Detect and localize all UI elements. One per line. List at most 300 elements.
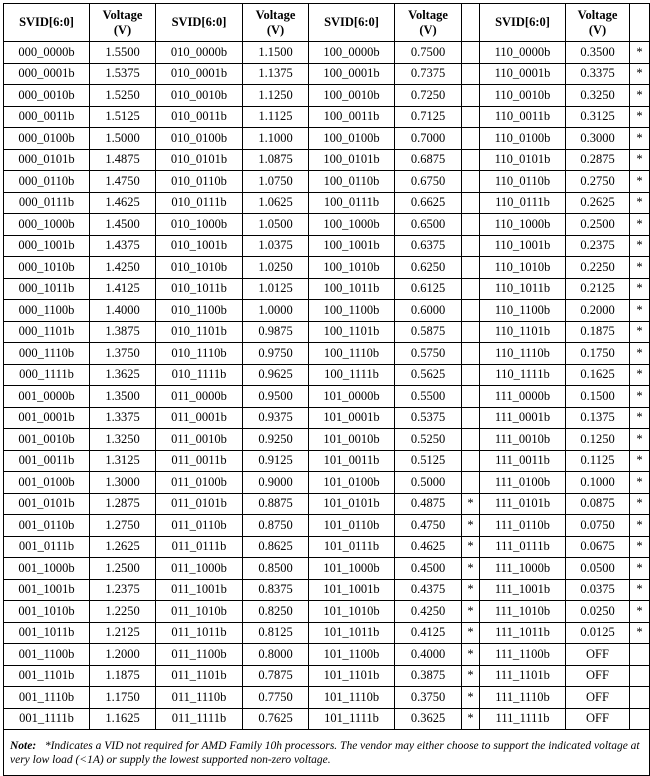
svid-cell: 111_1101b [480, 665, 566, 687]
voltage-cell: 1.4875 [90, 149, 156, 171]
svid-cell: 110_1111b [480, 364, 566, 386]
svid-cell: 110_0010b [480, 85, 566, 107]
not-required-marker [630, 708, 650, 730]
svid-header: SVID[6:0] [309, 4, 395, 42]
svid-cell: 110_1011b [480, 278, 566, 300]
not-required-marker: * [630, 214, 650, 236]
voltage-cell: 0.2500 [566, 214, 630, 236]
not-required-marker: * [630, 106, 650, 128]
svid-cell: 001_1101b [4, 665, 90, 687]
svid-cell: 101_1111b [309, 708, 395, 730]
voltage-cell: 1.0500 [243, 214, 309, 236]
voltage-cell: 0.3375 [566, 63, 630, 85]
voltage-cell: 0.3000 [566, 128, 630, 150]
voltage-cell: 0.6125 [395, 278, 462, 300]
voltage-cell: OFF [566, 644, 630, 666]
table-row [4, 493, 650, 515]
voltage-cell: 0.5750 [395, 343, 462, 365]
voltage-header: Voltage (V) [566, 4, 630, 42]
svid-cell: 101_0111b [309, 536, 395, 558]
table-row [4, 536, 650, 558]
svid-cell: 100_1111b [309, 364, 395, 386]
svid-cell: 001_1010b [4, 601, 90, 623]
svid-cell: 100_1101b [309, 321, 395, 343]
svid-cell: 111_1000b [480, 558, 566, 580]
svid-cell: 000_1000b [4, 214, 90, 236]
voltage-cell: 0.6375 [395, 235, 462, 257]
svid-cell: 001_1110b [4, 687, 90, 709]
not-required-marker [462, 192, 480, 214]
svid-cell: 100_1000b [309, 214, 395, 236]
svid-cell: 100_0100b [309, 128, 395, 150]
svid-cell: 100_0000b [309, 42, 395, 64]
voltage-cell: OFF [566, 708, 630, 730]
table-row [4, 708, 650, 730]
table-row [4, 278, 650, 300]
voltage-cell: 0.6750 [395, 171, 462, 193]
voltage-cell: 0.9625 [243, 364, 309, 386]
voltage-cell: 0.1375 [566, 407, 630, 429]
voltage-cell: 0.8375 [243, 579, 309, 601]
voltage-cell: 0.5000 [395, 472, 462, 494]
svid-cell: 010_0011b [156, 106, 243, 128]
table-row [4, 192, 650, 214]
svid-cell: 011_1110b [156, 687, 243, 709]
table-row [4, 257, 650, 279]
voltage-cell: 0.6500 [395, 214, 462, 236]
voltage-cell: 1.1500 [243, 42, 309, 64]
svid-cell: 101_0000b [309, 386, 395, 408]
not-required-marker: * [630, 85, 650, 107]
svid-cell: 011_0000b [156, 386, 243, 408]
not-required-marker [462, 85, 480, 107]
voltage-cell: 1.4000 [90, 300, 156, 322]
not-required-marker: * [630, 450, 650, 472]
voltage-cell: 1.4500 [90, 214, 156, 236]
not-required-marker: * [462, 515, 480, 537]
not-required-marker: * [630, 278, 650, 300]
not-required-marker: * [462, 644, 480, 666]
table-header-row [4, 4, 650, 42]
voltage-cell: 0.0375 [566, 579, 630, 601]
svid-cell: 111_0111b [480, 536, 566, 558]
svid-cell: 000_1100b [4, 300, 90, 322]
voltage-cell: 0.5875 [395, 321, 462, 343]
not-required-marker: * [630, 300, 650, 322]
voltage-cell: 0.5625 [395, 364, 462, 386]
svid-cell: 110_0100b [480, 128, 566, 150]
voltage-cell: 1.0625 [243, 192, 309, 214]
voltage-cell: 1.5250 [90, 85, 156, 107]
voltage-cell: 0.1875 [566, 321, 630, 343]
svid-cell: 011_1101b [156, 665, 243, 687]
not-required-marker: * [462, 579, 480, 601]
table-row [4, 558, 650, 580]
table-row [4, 235, 650, 257]
table-row [4, 450, 650, 472]
voltage-cell: 1.1125 [243, 106, 309, 128]
not-required-marker: * [630, 558, 650, 580]
table-row [4, 579, 650, 601]
not-required-marker: * [462, 622, 480, 644]
svid-cell: 010_1010b [156, 257, 243, 279]
not-required-marker: * [462, 558, 480, 580]
not-required-marker [462, 364, 480, 386]
not-required-marker [462, 472, 480, 494]
voltage-cell: 1.3500 [90, 386, 156, 408]
not-required-marker [630, 644, 650, 666]
voltage-cell: 1.5000 [90, 128, 156, 150]
not-required-marker: * [462, 708, 480, 730]
voltage-cell: 0.0250 [566, 601, 630, 623]
table-row [4, 171, 650, 193]
svid-cell: 111_0000b [480, 386, 566, 408]
voltage-cell: 1.0250 [243, 257, 309, 279]
not-required-marker [462, 300, 480, 322]
voltage-cell: 1.1250 [243, 85, 309, 107]
svid-cell: 110_1010b [480, 257, 566, 279]
svid-cell: 110_0101b [480, 149, 566, 171]
svid-cell: 011_0101b [156, 493, 243, 515]
voltage-cell: 1.2125 [90, 622, 156, 644]
voltage-cell: 1.3750 [90, 343, 156, 365]
svid-cell: 101_0110b [309, 515, 395, 537]
svid-cell: 011_1001b [156, 579, 243, 601]
not-required-marker: * [462, 687, 480, 709]
voltage-cell: 0.2875 [566, 149, 630, 171]
voltage-cell: 0.1625 [566, 364, 630, 386]
note-row [4, 730, 650, 776]
voltage-cell: 1.3625 [90, 364, 156, 386]
voltage-cell: 0.1500 [566, 386, 630, 408]
note-label: Note: [10, 739, 37, 752]
not-required-marker [462, 278, 480, 300]
svid-cell: 001_1011b [4, 622, 90, 644]
voltage-cell: 0.2625 [566, 192, 630, 214]
voltage-cell: 0.4125 [395, 622, 462, 644]
voltage-cell: 1.3875 [90, 321, 156, 343]
not-required-marker: * [630, 601, 650, 623]
voltage-cell: 1.1000 [243, 128, 309, 150]
voltage-cell: 0.4375 [395, 579, 462, 601]
svid-cell: 000_0011b [4, 106, 90, 128]
svid-cell: 101_1000b [309, 558, 395, 580]
not-required-marker: * [630, 128, 650, 150]
svid-cell: 001_0100b [4, 472, 90, 494]
svid-cell: 000_0001b [4, 63, 90, 85]
svid-cell: 100_0101b [309, 149, 395, 171]
svid-cell: 000_1010b [4, 257, 90, 279]
voltage-cell: 0.5375 [395, 407, 462, 429]
svid-cell: 100_0001b [309, 63, 395, 85]
voltage-cell: 0.3125 [566, 106, 630, 128]
svid-cell: 111_1111b [480, 708, 566, 730]
voltage-cell: 1.4250 [90, 257, 156, 279]
svid-cell: 101_0011b [309, 450, 395, 472]
voltage-cell: 1.3000 [90, 472, 156, 494]
voltage-cell: 0.0500 [566, 558, 630, 580]
voltage-cell: 1.3375 [90, 407, 156, 429]
svid-cell: 101_0001b [309, 407, 395, 429]
voltage-cell: 1.5125 [90, 106, 156, 128]
svid-cell: 101_1011b [309, 622, 395, 644]
table-row [4, 106, 650, 128]
voltage-cell: 0.4625 [395, 536, 462, 558]
voltage-cell: 1.0125 [243, 278, 309, 300]
not-required-marker: * [630, 386, 650, 408]
voltage-cell: 0.0875 [566, 493, 630, 515]
svid-cell: 010_0100b [156, 128, 243, 150]
svid-cell: 000_0100b [4, 128, 90, 150]
svid-cell: 010_1001b [156, 235, 243, 257]
svid-cell: 010_0010b [156, 85, 243, 107]
not-required-marker: * [462, 601, 480, 623]
table-row [4, 364, 650, 386]
svid-cell: 111_0011b [480, 450, 566, 472]
svid-cell: 010_0000b [156, 42, 243, 64]
voltage-cell: 0.8625 [243, 536, 309, 558]
voltage-cell: 0.7375 [395, 63, 462, 85]
svid-cell: 110_1000b [480, 214, 566, 236]
svid-cell: 001_0010b [4, 429, 90, 451]
voltage-cell: 0.2000 [566, 300, 630, 322]
svid-cell: 110_0001b [480, 63, 566, 85]
voltage-cell: 0.2125 [566, 278, 630, 300]
voltage-cell: 0.8000 [243, 644, 309, 666]
not-required-marker [462, 128, 480, 150]
svid-cell: 010_1111b [156, 364, 243, 386]
marker-header [462, 4, 480, 42]
svid-cell: 100_0010b [309, 85, 395, 107]
not-required-marker: * [630, 235, 650, 257]
svid-cell: 110_1110b [480, 343, 566, 365]
voltage-cell: 1.2750 [90, 515, 156, 537]
svid-cell: 110_0111b [480, 192, 566, 214]
voltage-cell: 0.9125 [243, 450, 309, 472]
svid-cell: 111_1010b [480, 601, 566, 623]
not-required-marker: * [630, 622, 650, 644]
svid-cell: 011_1000b [156, 558, 243, 580]
svid-cell: 100_1100b [309, 300, 395, 322]
voltage-cell: 0.0125 [566, 622, 630, 644]
svid-cell: 111_1100b [480, 644, 566, 666]
voltage-cell: 0.1250 [566, 429, 630, 451]
svid-cell: 010_1100b [156, 300, 243, 322]
voltage-cell: 1.3250 [90, 429, 156, 451]
svid-cell: 110_1100b [480, 300, 566, 322]
svid-cell: 001_0001b [4, 407, 90, 429]
svid-cell: 011_0111b [156, 536, 243, 558]
voltage-cell: 0.9375 [243, 407, 309, 429]
svid-cell: 101_1010b [309, 601, 395, 623]
table-body [4, 42, 650, 730]
not-required-marker: * [630, 42, 650, 64]
voltage-cell: 0.4750 [395, 515, 462, 537]
voltage-cell: 1.2875 [90, 493, 156, 515]
table-row [4, 515, 650, 537]
svid-cell: 000_1101b [4, 321, 90, 343]
marker-header [630, 4, 650, 42]
not-required-marker: * [462, 493, 480, 515]
table-row [4, 665, 650, 687]
table-row [4, 214, 650, 236]
voltage-cell: 0.0750 [566, 515, 630, 537]
table-row [4, 42, 650, 64]
svid-cell: 001_0000b [4, 386, 90, 408]
not-required-marker: * [630, 63, 650, 85]
not-required-marker [462, 106, 480, 128]
not-required-marker: * [630, 407, 650, 429]
svid-cell: 101_1100b [309, 644, 395, 666]
voltage-cell: 0.2250 [566, 257, 630, 279]
voltage-cell: 0.1125 [566, 450, 630, 472]
voltage-cell: OFF [566, 687, 630, 709]
voltage-cell: OFF [566, 665, 630, 687]
svid-cell: 110_1101b [480, 321, 566, 343]
svid-cell: 000_0000b [4, 42, 90, 64]
table-row [4, 407, 650, 429]
not-required-marker [462, 257, 480, 279]
svid-cell: 001_0101b [4, 493, 90, 515]
svid-cell: 000_0111b [4, 192, 90, 214]
not-required-marker: * [630, 472, 650, 494]
svid-cell: 001_0011b [4, 450, 90, 472]
svid-cell: 010_1011b [156, 278, 243, 300]
svid-cell: 111_0101b [480, 493, 566, 515]
svid-cell: 010_1101b [156, 321, 243, 343]
svid-cell: 011_0110b [156, 515, 243, 537]
svid-cell: 011_0010b [156, 429, 243, 451]
voltage-cell: 0.6000 [395, 300, 462, 322]
svid-cell: 111_1011b [480, 622, 566, 644]
not-required-marker [462, 450, 480, 472]
voltage-header: Voltage (V) [90, 4, 156, 42]
voltage-cell: 0.8500 [243, 558, 309, 580]
svid-cell: 011_1010b [156, 601, 243, 623]
voltage-cell: 0.3625 [395, 708, 462, 730]
voltage-cell: 0.6250 [395, 257, 462, 279]
voltage-cell: 0.3875 [395, 665, 462, 687]
table-row [4, 601, 650, 623]
not-required-marker: * [630, 536, 650, 558]
voltage-cell: 1.4125 [90, 278, 156, 300]
voltage-cell: 1.3125 [90, 450, 156, 472]
not-required-marker: * [630, 149, 650, 171]
voltage-cell: 1.0000 [243, 300, 309, 322]
voltage-cell: 1.2375 [90, 579, 156, 601]
note-cell [4, 730, 650, 776]
voltage-cell: 1.1875 [90, 665, 156, 687]
table-row [4, 622, 650, 644]
svid-cell: 000_1111b [4, 364, 90, 386]
svid-cell: 011_0011b [156, 450, 243, 472]
svid-cell: 101_1110b [309, 687, 395, 709]
svid-cell: 011_1011b [156, 622, 243, 644]
voltage-cell: 1.0750 [243, 171, 309, 193]
svid-cell: 010_0101b [156, 149, 243, 171]
svid-cell: 001_0111b [4, 536, 90, 558]
voltage-cell: 0.2750 [566, 171, 630, 193]
voltage-cell: 1.5375 [90, 63, 156, 85]
svid-cell: 100_1001b [309, 235, 395, 257]
not-required-marker [462, 63, 480, 85]
not-required-marker: * [630, 579, 650, 601]
table-row [4, 300, 650, 322]
svid-cell: 010_1000b [156, 214, 243, 236]
svid-cell: 111_1110b [480, 687, 566, 709]
voltage-cell: 1.1375 [243, 63, 309, 85]
voltage-cell: 0.8875 [243, 493, 309, 515]
voltage-cell: 0.3250 [566, 85, 630, 107]
voltage-cell: 1.0875 [243, 149, 309, 171]
not-required-marker [462, 429, 480, 451]
svid-cell: 111_0100b [480, 472, 566, 494]
svid-cell: 110_0110b [480, 171, 566, 193]
voltage-header: Voltage (V) [243, 4, 309, 42]
voltage-cell: 0.4250 [395, 601, 462, 623]
svid-cell: 001_1100b [4, 644, 90, 666]
svid-cell: 111_0010b [480, 429, 566, 451]
svid-cell: 100_1011b [309, 278, 395, 300]
svid-cell: 101_0010b [309, 429, 395, 451]
voltage-cell: 0.7125 [395, 106, 462, 128]
svid-cell: 001_1111b [4, 708, 90, 730]
not-required-marker [462, 343, 480, 365]
voltage-cell: 0.7500 [395, 42, 462, 64]
svid-cell: 010_0001b [156, 63, 243, 85]
voltage-cell: 1.2250 [90, 601, 156, 623]
svid-cell: 001_1000b [4, 558, 90, 580]
not-required-marker: * [462, 536, 480, 558]
voltage-header: Voltage (V) [395, 4, 462, 42]
table-row [4, 472, 650, 494]
not-required-marker [462, 171, 480, 193]
voltage-cell: 0.7875 [243, 665, 309, 687]
voltage-cell: 0.5500 [395, 386, 462, 408]
svid-header: SVID[6:0] [156, 4, 243, 42]
voltage-cell: 0.9875 [243, 321, 309, 343]
svid-cell: 000_1011b [4, 278, 90, 300]
voltage-cell: 1.1625 [90, 708, 156, 730]
voltage-cell: 0.8750 [243, 515, 309, 537]
svid-cell: 100_0011b [309, 106, 395, 128]
voltage-cell: 0.1750 [566, 343, 630, 365]
voltage-cell: 1.2000 [90, 644, 156, 666]
svid-cell: 100_1110b [309, 343, 395, 365]
not-required-marker: * [630, 515, 650, 537]
svid-cell: 111_1001b [480, 579, 566, 601]
voltage-cell: 0.9500 [243, 386, 309, 408]
svid-cell: 101_0101b [309, 493, 395, 515]
not-required-marker [462, 214, 480, 236]
table-row [4, 644, 650, 666]
voltage-cell: 1.4750 [90, 171, 156, 193]
voltage-cell: 0.1000 [566, 472, 630, 494]
not-required-marker [462, 321, 480, 343]
not-required-marker [462, 235, 480, 257]
not-required-marker [462, 42, 480, 64]
svid-header: SVID[6:0] [4, 4, 90, 42]
not-required-marker: * [630, 171, 650, 193]
voltage-cell: 0.2375 [566, 235, 630, 257]
svid-cell: 000_0101b [4, 149, 90, 171]
voltage-cell: 1.0375 [243, 235, 309, 257]
voltage-cell: 0.8125 [243, 622, 309, 644]
svid-cell: 011_1111b [156, 708, 243, 730]
table-row [4, 429, 650, 451]
svid-cell: 000_0110b [4, 171, 90, 193]
voltage-cell: 0.7000 [395, 128, 462, 150]
